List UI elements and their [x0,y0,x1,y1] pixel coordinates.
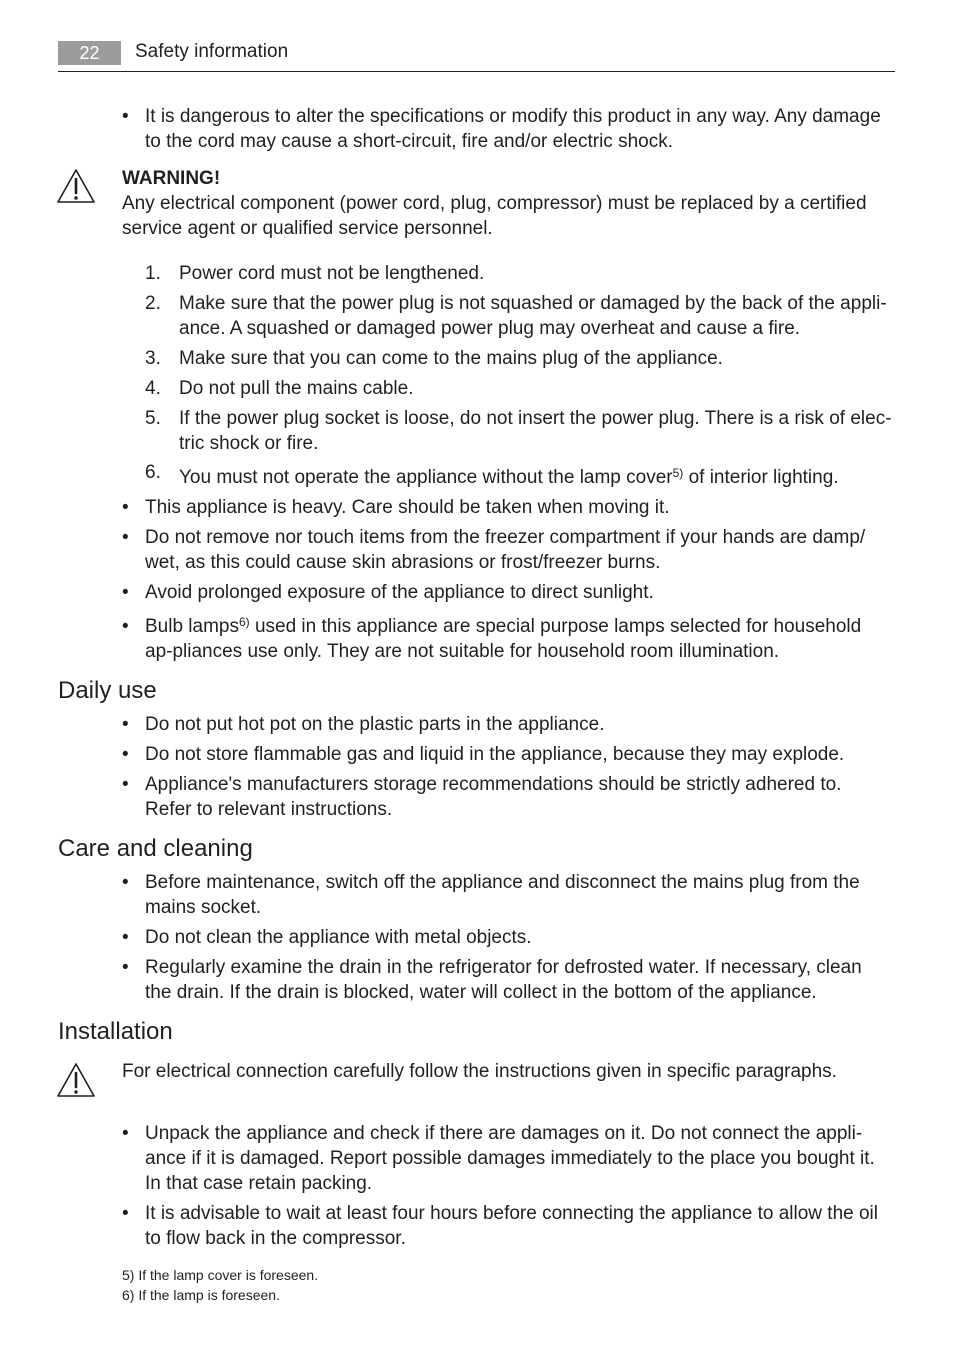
list-item: • It is dangerous to alter the specifications or modify this product in any way. Any damage to the cord may cause a short-circuit, fire and/or electric shock. [145,104,893,154]
item-text: Make sure that you can come to the mains plug of the appliance. [179,348,723,369]
item-number: 5. [145,408,161,429]
item-text: used in this appliance are special purpose lamps selected for household ap-pliances use only. They are not suitable for household room illumination. [145,616,862,662]
list-item: • Unpack the appliance and check if there are damages on it. Do not connect the appli-ance if it is damaged. Report possible damages immediately to the place you bought it. In that case retain packing. [145,1121,893,1196]
footnote: 5) If the lamp cover is foreseen. [122,1267,319,1283]
item-text: You must not operate the appliance without the lamp cover [179,467,673,488]
item-text: If the power plug socket is loose, do not insert the power plug. There is a risk of elec-tric shock or fire. [179,408,892,454]
list-item: • Regularly examine the drain in the refrigerator for defrosted water. If necessary, clean the drain. If the drain is blocked, water will collect in the bottom of the appliance. [145,955,893,1005]
warning-triangle-icon [56,168,96,204]
list-item: • Before maintenance, switch off the appliance and disconnect the mains plug from the mains socket. [145,870,893,920]
warning-triangle-icon [56,1062,96,1098]
footnote: 6) If the lamp is foreseen. [122,1287,280,1303]
item-text: Do not pull the mains cable. [179,378,414,399]
warning-title: WARNING! [122,168,221,189]
item-text: Make sure that the power plug is not squashed or damaged by the back of the appli-ance. A squashed or damaged power plug may overheat and cause a fire. [179,293,887,339]
list-item: • Do not remove nor touch items from the freezer compartment if your hands are damp/ wet, as this could cause skin abrasions or frost/freezer burns. [145,525,893,575]
warning-text: Any electrical component (power cord, plug, compressor) must be replaced by a certified service agent or qualified service personnel. [122,193,867,239]
section-title: Safety information [135,41,289,62]
numbered-item [145,406,893,456]
item-number: 6. [145,462,161,483]
section-heading-daily-use: Daily use [58,677,157,704]
numbered-item [145,462,893,490]
item-number: 3. [145,348,161,369]
list-item [145,614,893,664]
list-item: • Appliance's manufacturers storage recommendations should be strictly adhered to. Refer to relevant instructions. [145,772,893,822]
page-number: 22 [58,41,121,65]
numbered-item [145,376,893,401]
item-text: Power cord must not be lengthened. [179,263,485,284]
section-heading-installation: Installation [58,1018,173,1045]
list-item: • This appliance is heavy. Care should be taken when moving it. [145,495,893,520]
item-text: Bulb lamps [145,616,239,637]
section-heading-care-cleaning: Care and cleaning [58,835,253,862]
footnote-ref: 5) [672,466,684,480]
footnote-ref: 6) [239,615,250,629]
numbered-item [145,261,893,286]
list-item: • Do not store flammable gas and liquid in the appliance, because they may explode. [145,742,893,767]
item-number: 4. [145,378,161,399]
installation-warning-text: For electrical connection carefully follow the instructions given in specific paragraphs. [122,1061,837,1082]
list-item: • It is advisable to wait at least four hours before connecting the appliance to allow the oil to flow back in the compressor. [145,1201,893,1251]
page-header [58,40,895,72]
list-item: • Do not put hot pot on the plastic parts in the appliance. [145,712,893,737]
list-item: • Avoid prolonged exposure of the appliance to direct sunlight. [145,580,893,605]
numbered-item [145,291,893,341]
list-item: • Do not clean the appliance with metal objects. [145,925,893,950]
item-text: of interior lighting. [683,467,839,488]
item-number: 2. [145,293,161,314]
item-number: 1. [145,263,161,284]
numbered-item [145,346,893,371]
